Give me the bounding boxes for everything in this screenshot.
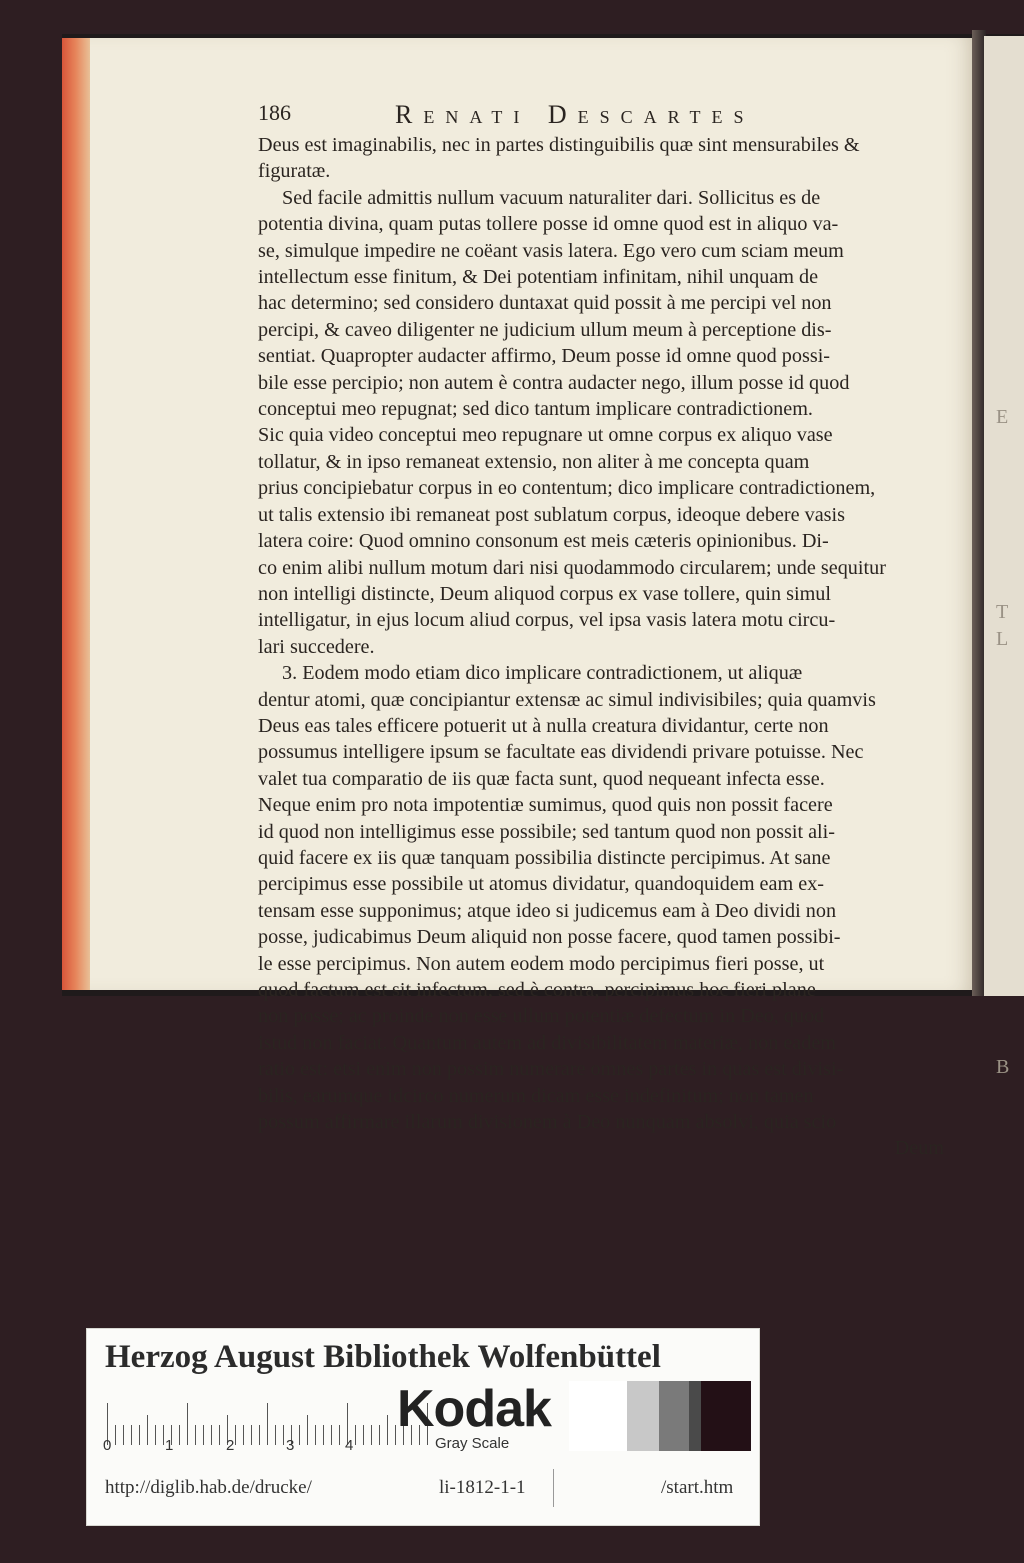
ruler-tick — [195, 1425, 196, 1445]
ruler-tick — [371, 1425, 372, 1445]
text-line: Sic quia video conceptui meo repugnare ut omne corpus ex aliquo vase — [258, 424, 833, 447]
text-line: bile esse percipio; non autem è contra audacter nego, illum posse id quod — [258, 371, 850, 394]
gray-swatch — [701, 1381, 751, 1451]
ruler-tick — [355, 1425, 356, 1445]
ruler-tick — [155, 1425, 156, 1445]
page-text — [258, 132, 944, 1162]
ruler-tick — [259, 1425, 260, 1445]
ruler-tick — [363, 1425, 364, 1445]
ruler-tick — [123, 1425, 124, 1445]
ruler-tick — [251, 1425, 252, 1445]
text-line: possum affirmare illarum divisionem à Deo nunquam absolvi, quia scio — [258, 1111, 837, 1134]
facing-page-letter: E — [996, 406, 1009, 428]
ruler-tick — [339, 1425, 340, 1445]
gray-swatch — [627, 1381, 659, 1451]
text-line: co enim alibi nullum motum dari nisi quodammodo circularem; unde sequitur — [258, 556, 886, 579]
ruler-tick — [147, 1415, 148, 1445]
text-line: le esse percipimus. Non autem eodem modo percipimus fieri posse, ut — [258, 952, 825, 975]
ruler-tick — [299, 1425, 300, 1445]
text-line: Sed facile admittis nullum vacuum naturaliter dari. Sollicitus es de — [282, 186, 821, 209]
text-line: prius concipiebatur corpus in eo contentum; dico implicare contradictionem, — [258, 477, 876, 500]
digital-library-url: http://diglib.hab.de/drucke/ — [105, 1477, 312, 1498]
text-line: conceptui meo repugnat; sed dico tantum implicare contradictionem. — [258, 398, 813, 421]
text-line: possumus intelligere ipsum se facultate eas dividendi privare potuisse. Nec — [258, 741, 864, 764]
facing-page-edge — [984, 36, 1024, 1078]
catchword: Deum — [894, 1137, 944, 1160]
ruler-number: 1 — [165, 1437, 174, 1454]
ruler-tick — [131, 1425, 132, 1445]
ruler-tick — [275, 1425, 276, 1445]
text-line: Deus eas tales efficere potuerit ut à nulla creatura dividantur, certe non — [258, 714, 829, 737]
ruler-tick — [307, 1415, 308, 1445]
text-line: bilis, earumque idcirco numerum dicam esse indefinitum; non tamen — [258, 1084, 814, 1107]
text-line: valet tua comparatio de iis quæ facta sunt, quod nequeant infecta esse. — [258, 767, 825, 790]
running-title: Renati Descartes — [395, 100, 755, 129]
text-line: percipimus esse possibile ut atomus dividatur, quandoquidem eam ex- — [258, 873, 825, 896]
start-page-url: /start.htm — [661, 1477, 734, 1498]
ruler-tick — [179, 1425, 180, 1445]
ruler-tick — [379, 1425, 380, 1445]
text-line: quid facere ex iis quæ tanquam possibilia distincte percipimus. At sane — [258, 846, 831, 869]
ruler-number: 4 — [345, 1437, 354, 1454]
ruler-tick — [139, 1425, 140, 1445]
text-line: se, simulque impedire ne coëant vasis latera. Ego vero cum sciam meum — [258, 239, 844, 262]
text-line: Deus est imaginabilis, nec in partes distinguibilis quæ sint mensurabiles & — [258, 134, 860, 156]
ruler-tick — [395, 1425, 396, 1445]
ruler-tick — [203, 1425, 204, 1445]
running-head — [258, 100, 958, 132]
page-fore-edge — [62, 38, 92, 990]
ruler-tick — [211, 1425, 212, 1445]
text-line: istud non faciat. Quantum autem ad divisibilitatem materiæ, non eadem — [258, 1031, 837, 1054]
gray-scale-label: Gray Scale — [435, 1435, 510, 1452]
text-line: lari succedere. — [258, 635, 375, 658]
text-line: non posse; ac proinde non esse ullum potentiæ defectum in Deo, quod — [258, 1005, 825, 1028]
facing-page-letter: T — [996, 601, 1009, 623]
text-line: sentiat. Quapropter audacter affirmo, Deum posse id omne quod possi- — [258, 345, 831, 368]
ruler-tick — [267, 1403, 268, 1445]
shelfmark: li-1812-1-1 — [439, 1477, 526, 1498]
gray-swatch — [659, 1381, 689, 1451]
gray-swatch — [569, 1381, 627, 1451]
ruler-tick — [323, 1425, 324, 1445]
text-line: hac determino; sed considero duntaxat quid possit à me percipi vel non — [258, 292, 832, 315]
page-number: 186 — [258, 100, 291, 125]
facing-page-letter: L — [996, 628, 1009, 650]
text-line: 3. Eodem modo etiam dico implicare contradictionem, ut aliquæ — [282, 662, 803, 685]
text-line: figuratæ. — [258, 160, 331, 183]
ruler-number: 2 — [226, 1437, 235, 1454]
text-line: tollatur, & in ipso remaneat extensio, non aliter à me concepta quam — [258, 450, 810, 473]
text-line: dentur atomi, quæ concipiantur extensæ ac simul indivisibiles; quia quamvis — [258, 688, 876, 711]
ruler-tick — [283, 1425, 284, 1445]
kodak-logo: Kodak — [397, 1380, 551, 1438]
ruler-tick — [243, 1425, 244, 1445]
ruler-tick — [315, 1425, 316, 1445]
text-line: latera coire: Quod omnino consonum est meis cæteris opinionibus. Di- — [258, 530, 829, 553]
gray-swatch — [689, 1381, 701, 1451]
text-line: posse, judicabimus Deum aliquid non posse facere, quod tamen possibi- — [258, 926, 841, 949]
ruler-tick — [387, 1415, 388, 1445]
text-line: intellectum esse finitum, & Dei potentiam infinitam, nihil unquam de — [258, 266, 819, 289]
ruler-number: 0 — [103, 1437, 112, 1454]
card-separator — [553, 1469, 554, 1507]
ruler-tick — [235, 1425, 236, 1445]
text-line: ut talis extensio ibi remaneat post sublatum corpus, ideoque debere vasis — [258, 503, 845, 526]
text-line: id quod non intelligimus esse possibile; sed tantum quod non possit ali- — [258, 820, 835, 843]
ruler-tick — [219, 1425, 220, 1445]
ruler-tick — [187, 1403, 188, 1445]
text-line: intelligatur, in ejus locum aliud corpus, vel ipsa vasis latera motu circu- — [258, 609, 836, 632]
scale-ruler — [107, 1403, 447, 1445]
text-line: non intelligi distincte, Deum aliquod corpus ex vase tollere, quin simul — [258, 582, 831, 605]
text-line: ratio est: etsi enim non possim numerare omnes partes in quas est divisi- — [258, 1058, 844, 1081]
library-name: Herzog August Bibliothek Wolfenbüttel — [105, 1339, 661, 1375]
text-line: Neque enim pro nota impotentiæ sumimus, quod quis non possit facere — [258, 794, 833, 817]
text-line: quod factum est sit infectum, sed è contra, percipimus hoc fieri plane — [258, 979, 816, 1001]
text-line: potentia divina, quam putas tollere posse id omne quod est in aliquo va- — [258, 213, 839, 236]
ruler-number: 3 — [286, 1437, 295, 1454]
library-color-card — [86, 1328, 760, 1526]
ruler-tick — [331, 1425, 332, 1445]
text-line: tensam esse supponimus; atque ideo si judicemus eam à Deo dividi non — [258, 899, 837, 922]
ruler-tick — [115, 1425, 116, 1445]
ruler-tick — [163, 1425, 164, 1445]
facing-page-letter: B — [996, 1056, 1010, 1078]
text-line: percipi, & caveo diligenter ne judicium ullum meum à perceptione dis- — [258, 318, 832, 341]
